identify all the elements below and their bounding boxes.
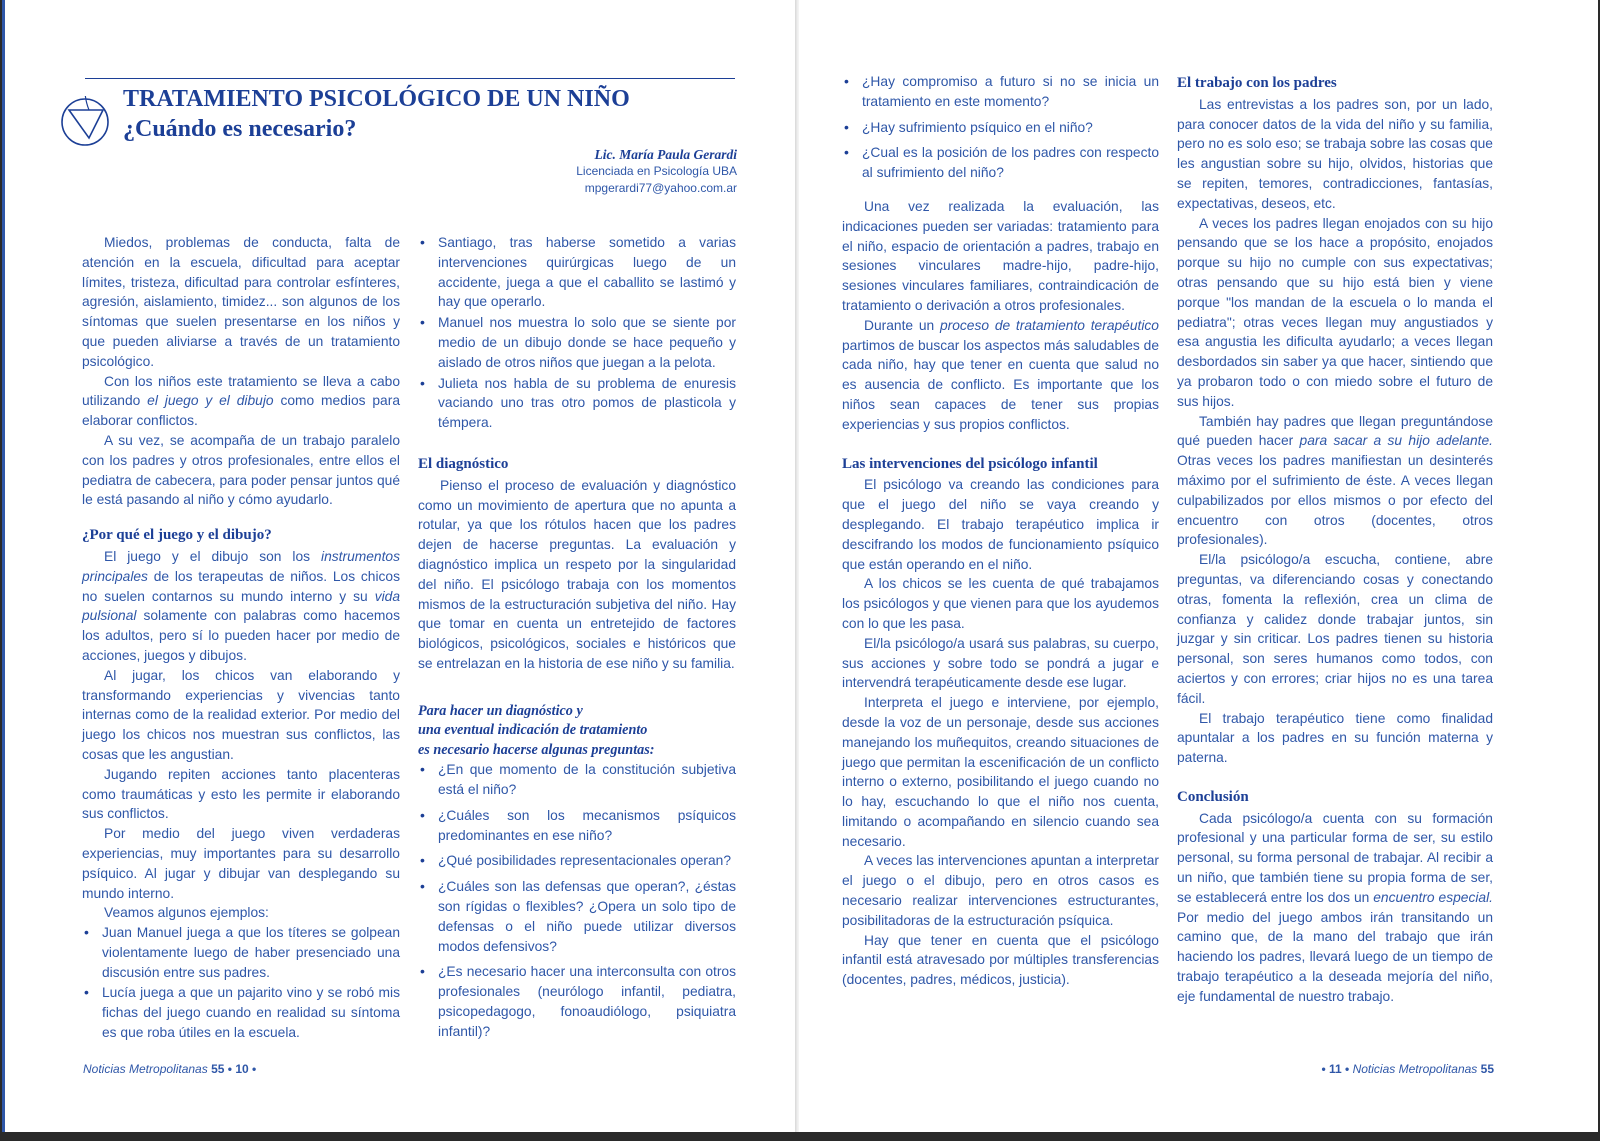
footer-issue: 55 — [1480, 1062, 1494, 1076]
list-item: • ¿Cual es la posición de los padres con respecto al sufrimiento del niño? — [842, 143, 1159, 183]
paragraph: Las entrevistas a los padres son, por un lado, para conocer datos de la vida del niño y su familia, pero no es solo eso; se trabaja sobre las cosas que les angustian sobre su hijo, olvidos, historias que se repiten, temores, contradicciones, fantasías, expectativas, deseos, etc. — [1177, 96, 1493, 211]
page-footer — [1321, 1062, 1494, 1076]
section-heading: Para hacer un diagnóstico y una eventual indicación de tratamiento es necesario hacerse algunas preguntas: — [418, 702, 655, 758]
list-item: • Julieta nos habla de su problema de enuresis vaciando uno tras otro pomos de plasticola y témpera. — [418, 374, 736, 433]
circle-triangle-logo-icon — [59, 96, 111, 148]
author-name: Lic. María Paula Gerardi — [594, 147, 737, 162]
paragraph: También hay padres que llegan preguntándose qué pueden hacer para sacar a su hijo adelante. Otras veces los padres manifiestan un desinterés máximo por el sufrimiento de éste. A veces llegan culpabilizados por ellos mismos o por efecto del encuentro con otros (docentes, otros profesionales). — [1177, 413, 1493, 548]
list-item: • Santiago, tras haberse sometido a varias intervenciones quirúrgicas luego de un accidente, juega a que el caballito se lastimó y hay que operarlo. — [418, 233, 736, 312]
paragraph: A veces las intervenciones apuntan a interpretar el juego o el dibujo, pero en otros casos es necesario realizar intervenciones estructurantes, posibilitadoras de la estructuración psíquica. — [842, 853, 1159, 928]
paragraph: El psicólogo va creando las condiciones para que el juego del niño se vaya creando y desplegando. El trabajo terapéutico implica ir descifrando los modos de funcionamiento psíquico que están operando en el niño. — [842, 477, 1159, 572]
paragraph: Miedos, problemas de conducta, falta de atención en la escuela, dificultad para aceptar límites, tristeza, dificultad para controlar esfínteres, agresión, aislamiento, timidez... son algunos de los síntomas que suelen presentarse en los niños y que pueden aliviarse a través de un tratamiento psicológico. — [82, 235, 400, 369]
right-page — [799, 0, 1598, 1132]
paragraph: Al jugar, los chicos van elaborando y transformando experiencias y vivencias tanto internas como de la realidad exterior. Por medio del juego los chicos nos muestran sus conflictos, las cosas que les angustian. — [82, 667, 400, 762]
article-title: TRATAMIENTO PSICOLÓGICO DE UN NIÑO — [123, 86, 630, 112]
section-heading: Las intervenciones del psicólogo infantil — [842, 455, 1098, 472]
paragraph: Por medio del juego viven verdaderas experiencias, muy importantes para su desarrollo psíquico. Al jugar y dibujar van desplegando su mundo interno. — [82, 826, 400, 901]
list-item: • ¿Es necesario hacer una interconsulta con otros profesionales (neurólogo infantil, pediatra, psicopedagogo, fonoaudiólogo, psiquiatra infantil)? — [418, 962, 736, 1041]
left-column-2 — [418, 233, 736, 1048]
section-heading: El trabajo con los padres — [1177, 75, 1337, 91]
list-item: • ¿Hay compromiso a futuro si no se inicia un tratamiento en este momento? — [842, 72, 1159, 112]
paragraph: A los chicos se les cuenta de qué trabajamos los psicólogos y que vienen para que los ayudemos con lo que les pasa. — [842, 576, 1159, 631]
paragraph: Con los niños este tratamiento se lleva a cabo utilizando el juego y el dibujo como medios para elaborar conflictos. — [82, 373, 400, 429]
paragraph: Cada psicólogo/a cuenta con su formación profesional y una particular forma de ser, su estilo personal, su forma personal de trabajar. Al recibir a un niño, que también tiene su propia forma de ser, se establecerá entre los dos un encuentro especial. Por medio del juego ambos irán transitando un camino que, de la mano del trabajo que irán haciendo los padres, llevará luego de un tiempo de trabajo terapéutico a la deseada mejoría del niño, eje fundamental de nuestro trabajo. — [1177, 810, 1493, 1004]
right-column-2 — [1177, 74, 1493, 1007]
paragraph: El/la psicólogo/a usará sus palabras, su cuerpo, sus acciones y sobre todo se pondrá a jugar e intervendrá terapéuticamente desde ese lugar. — [842, 635, 1159, 691]
paragraph: El/la psicólogo/a escucha, contiene, abre preguntas, va diferenciando cosas y conectando otras, fomenta la reflexión, crea un clima de confianza y calidez donde trabajar juntos, sin juzgar y sin criticar. Los padres tienen su historia personal, son seres humanos como todos, con aciertos y con errores; criar hijos no es una tarea fácil. — [1177, 552, 1493, 706]
paragraph: A veces los padres llegan enojados con su hijo pensando que se los hace a propósito, enojados porque su hijo no cumple con sus expectativas; otras pensando que su hijo está bien y viene porque "los mandan de la escuela o lo manda el pediatra"; otras veces llegan muy angustiados y esa angustia les dificulta ayudarlo; a veces llegan desbordados sin saber ya que hacer, sintiendo que ya probaron todo o con miedo sobre el futuro de sus hijos. — [1177, 215, 1493, 409]
footer-issue: 55 — [211, 1062, 225, 1076]
paragraph: Hay que tener en cuenta que el psicólogo infantil está atravesado por múltiples transferencias (docentes, padres, médicos, justicia). — [842, 932, 1159, 988]
list-item: • ¿Hay sufrimiento psíquico en el niño? — [842, 118, 1159, 138]
section-heading: ¿Por qué el juego y el dibujo? — [82, 527, 272, 544]
title-rule — [85, 78, 735, 79]
list-item: • Lucía juega a que un pajarito vino y se robó mis fichas del juego cuando en realidad su síntoma es que roba útiles en la escuela. — [82, 983, 400, 1042]
paragraph: El juego y el dibujo son los instrumentos principales de los terapeutas de niños. Los chicos no suelen contarnos su mundo interno y su vida pulsional solamente con palabras como hacemos los adultos, pero sí lo pueden hacer por medio de acciones, juegos y dibujos. — [82, 548, 400, 663]
list-item: • ¿Cuáles son los mecanismos psíquicos predominantes en ese niño? — [418, 806, 736, 846]
paragraph: Una vez realizada la evaluación, las indicaciones pueden ser variadas: tratamiento para el niño, espacio de orientación a padres, trabajo en sesiones vinculares madre-hijo, padre-hijo, sesiones vinculares familiares, contraindicación de tratamiento o derivación a otros profesionales. — [842, 198, 1159, 313]
page-footer — [83, 1062, 256, 1076]
list-item: • ¿Qué posibilidades representacionales operan? — [418, 851, 736, 871]
section-heading: Conclusión — [1177, 788, 1249, 805]
paragraph: Pienso el proceso de evaluación y diagnóstico como un movimiento de apertura que no apunta a rotular, ya que los rótulos hacen que los padres dejen de hacerse preguntas. La evaluación y diagnóstico implica un respeto por la singularidad del niño. El psicólogo trabaja con los momentos mismos de la estructuración subjetiva del niño. Hay que tomar en cuenta un entretejido de factores biológicos, psicológicos, sociales e históricos que se entrelazan en la historia de ese niño y su familia. — [418, 477, 736, 671]
author-email: mpgerardi77@yahoo.com.ar — [584, 181, 737, 195]
footer-magazine: Noticias Metropolitanas — [1352, 1062, 1478, 1076]
author-credential: Licenciada en Psicología UBA — [576, 164, 737, 178]
byline — [576, 146, 737, 197]
footer-page-number: • 10 • — [227, 1062, 257, 1076]
left-page — [2, 0, 797, 1132]
paragraph: Durante un proceso de tratamiento terapéutico partimos de buscar los aspectos más saludables de cada niño, hay que tener en cuenta que salud no es ausencia de conflicto. Es importante que los niños sean capaces de tener sus propias experiencias y sus propios conflictos. — [842, 317, 1159, 432]
list-item: • ¿Cuáles son las defensas que operan?, ¿éstas son rígidas o flexibles? ¿Opera un solo tipo de defensas o el niño puede utilizar diversos modos defensivos? — [418, 877, 736, 956]
paragraph: Interpreta el juego e interviene, por ejemplo, desde la voz de un personaje, desde sus acciones manejando los muñequitos, creando situaciones de juego que permitan la escenificación de un conflicto interno o externo, posibilitando el juego cuando no lo hay, escuchando lo que el niño nos cuenta, limitando o acompañando en silencio cuando sea necesario. — [842, 695, 1159, 849]
list-item: • Manuel nos muestra lo solo que se siente por medio de un dibujo donde se hace pequeño y aislado de otros niños que juegan a la pelota. — [418, 313, 736, 372]
list-item: • ¿En que momento de la constitución subjetiva está el niño? — [418, 760, 736, 800]
examples-list — [82, 923, 400, 1043]
paragraph: El trabajo terapéutico tiene como finalidad apuntalar a los padres en su función materna y paterna. — [1177, 710, 1493, 766]
footer-magazine: Noticias Metropolitanas — [83, 1062, 208, 1076]
paragraph: Jugando repiten acciones tanto placenteras como traumáticas y esto les permite ir elaborando sus conflictos. — [82, 766, 400, 822]
right-column-1 — [842, 72, 1159, 990]
left-column-1 — [82, 233, 400, 1044]
section-heading: El diagnóstico — [418, 455, 509, 472]
questions-list — [842, 72, 1159, 183]
article-subtitle: ¿Cuándo es necesario? — [123, 116, 357, 142]
questions-list — [418, 760, 736, 1041]
paragraph: Veamos algunos ejemplos: — [104, 905, 269, 921]
footer-page-number: • 11 • — [1321, 1062, 1350, 1076]
examples-list — [418, 233, 736, 433]
list-item: • Juan Manuel juega a que los títeres se golpean violentamente luego de haber presenciado una discusión entre sus padres. — [82, 923, 400, 982]
paragraph: A su vez, se acompaña de un trabajo paralelo con los padres y otros profesionales, entre ellos el pediatra de cabecera, para poder pensar juntos qué le está pasando al niño y cómo ayudarlo. — [82, 432, 400, 508]
